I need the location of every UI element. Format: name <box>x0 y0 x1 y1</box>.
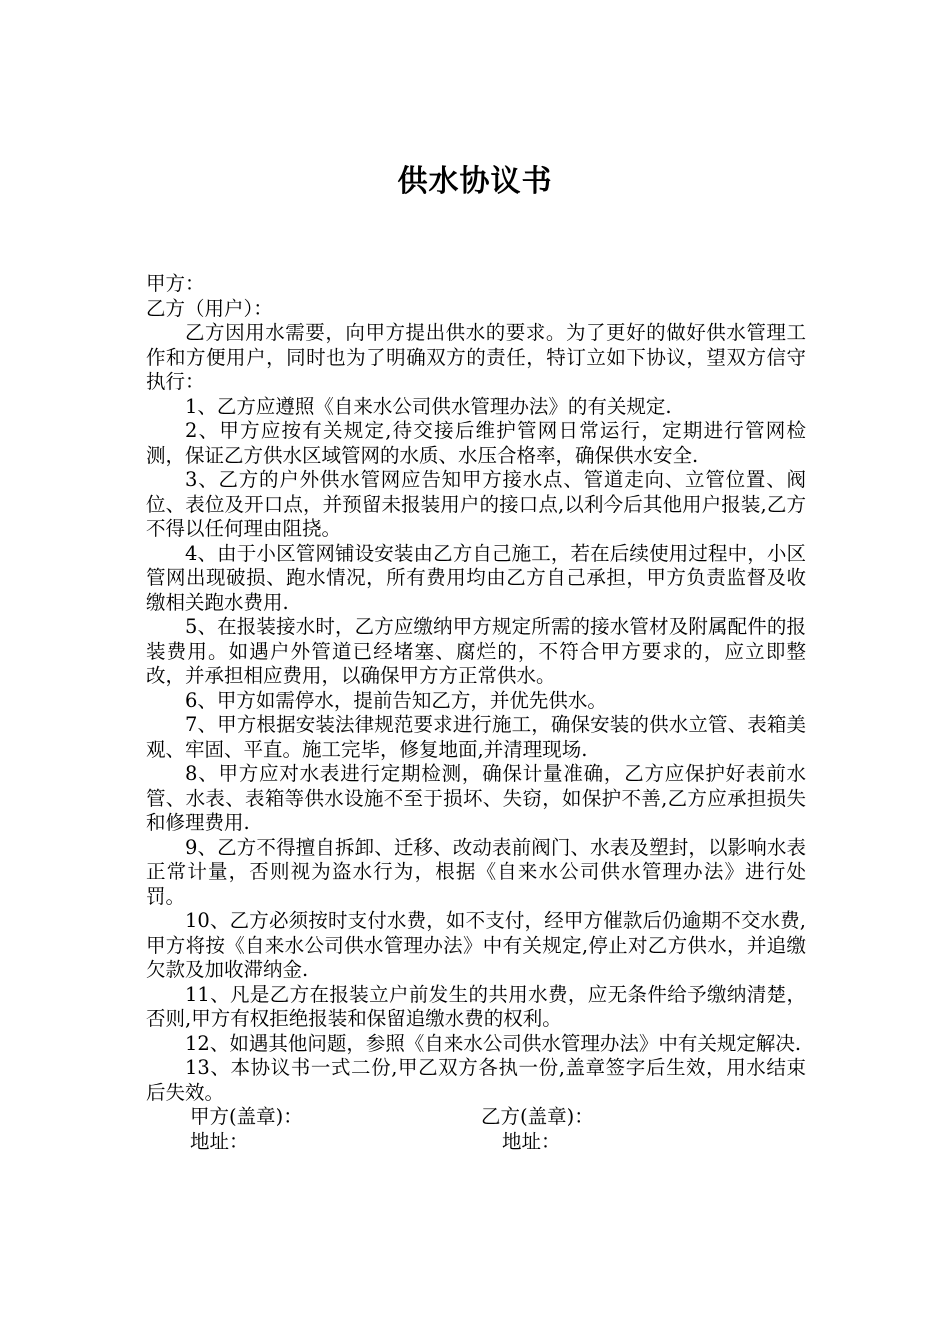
clause-2: 2、甲方应按有关规定,待交接后维护管网日常运行，定期进行管网检测，保证乙方供水区域管网的水质、水压合格率，确保供水安全. <box>146 419 806 467</box>
clause-1: 1、乙方应遵照《自来水公司供水管理办法》的有关规定. <box>185 394 672 418</box>
party-b-address: 地址： <box>502 1129 561 1153</box>
party-a-address: 地址： <box>190 1129 249 1153</box>
party-a-seal: 甲方(盖章)： <box>190 1105 303 1128</box>
document-body <box>146 272 806 1154</box>
party-a-line: 甲方： <box>146 272 205 295</box>
clause-5: 5、在报装接水时，乙方应缴纳甲方规定所需的接水管材及附属配件的报装费用。如遇户外管道已经堵塞、腐烂的，不符合甲方要求的，应立即整改，并承担相应费用，以确保甲方方正常供水。 <box>146 615 806 687</box>
seal-row <box>146 1105 806 1130</box>
clause-9: 9、乙方不得擅自拆卸、迁移、改动表前阀门、水表及塑封，以影响水表正常计量，否则视为盗水行为，根据《自来水公司供水管理办法》进行处罚。 <box>146 835 806 908</box>
address-row <box>146 1130 806 1155</box>
clause-10: 10、乙方必须按时支付水费，如不支付，经甲方催款后仍逾期不交水费,甲方将按《自来水公司供水管理办法》中有关规定,停止对乙方供水，并追缴欠款及加收滞纳金. <box>146 909 806 981</box>
clause-11: 11、凡是乙方在报装立户前发生的共用水费，应无条件给予缴纳清楚，否则,甲方有权拒绝报装和保留追缴水费的权利。 <box>146 982 806 1030</box>
clause-7: 7、甲方根据安装法律规范要求进行施工，确保安装的供水立管、表箱美观、牢固、平直。施工完毕，修复地面,并清理现场. <box>146 713 806 761</box>
clause-3: 3、乙方的户外供水管网应告知甲方接水点、管道走向、立管位置、阀位、表位及开口点，并预留未报装用户的接口点,以利今后其他用户报装,乙方不得以任何理由阻挠。 <box>146 468 806 540</box>
clause-6: 6、甲方如需停水，提前告知乙方，并优先供水。 <box>185 688 607 712</box>
intro-paragraph: 乙方因用水需要，向甲方提出供水的要求。为了更好的做好供水管理工作和方便用户，同时也为了明确双方的责任，特订立如下协议，望双方信守执行： <box>146 321 806 393</box>
party-b-line: 乙方（用户）： <box>146 296 273 320</box>
party-b-seal: 乙方(盖章)： <box>481 1105 594 1128</box>
clause-8: 8、甲方应对水表进行定期检测，确保计量准确，乙方应保护好表前水管、水表、表箱等供水设施不至于损坏、失窃，如保护不善,乙方应承担损失和修理费用. <box>146 762 806 834</box>
clause-13: 13、本协议书一式二份,甲乙双方各执一份,盖章签字后生效，用水结束后失效。 <box>146 1056 806 1104</box>
document-title: 供水协议书 <box>397 164 553 199</box>
clause-12: 12、如遇其他问题，参照《自来水公司供水管理办法》中有关规定解决. <box>185 1031 802 1055</box>
clause-4: 4、由于小区管网铺设安装由乙方自己施工，若在后续使用过程中，小区管网出现破损、跑水情况，所有费用均由乙方自己承担，甲方负责监督及收缴相关跑水费用. <box>146 541 806 614</box>
